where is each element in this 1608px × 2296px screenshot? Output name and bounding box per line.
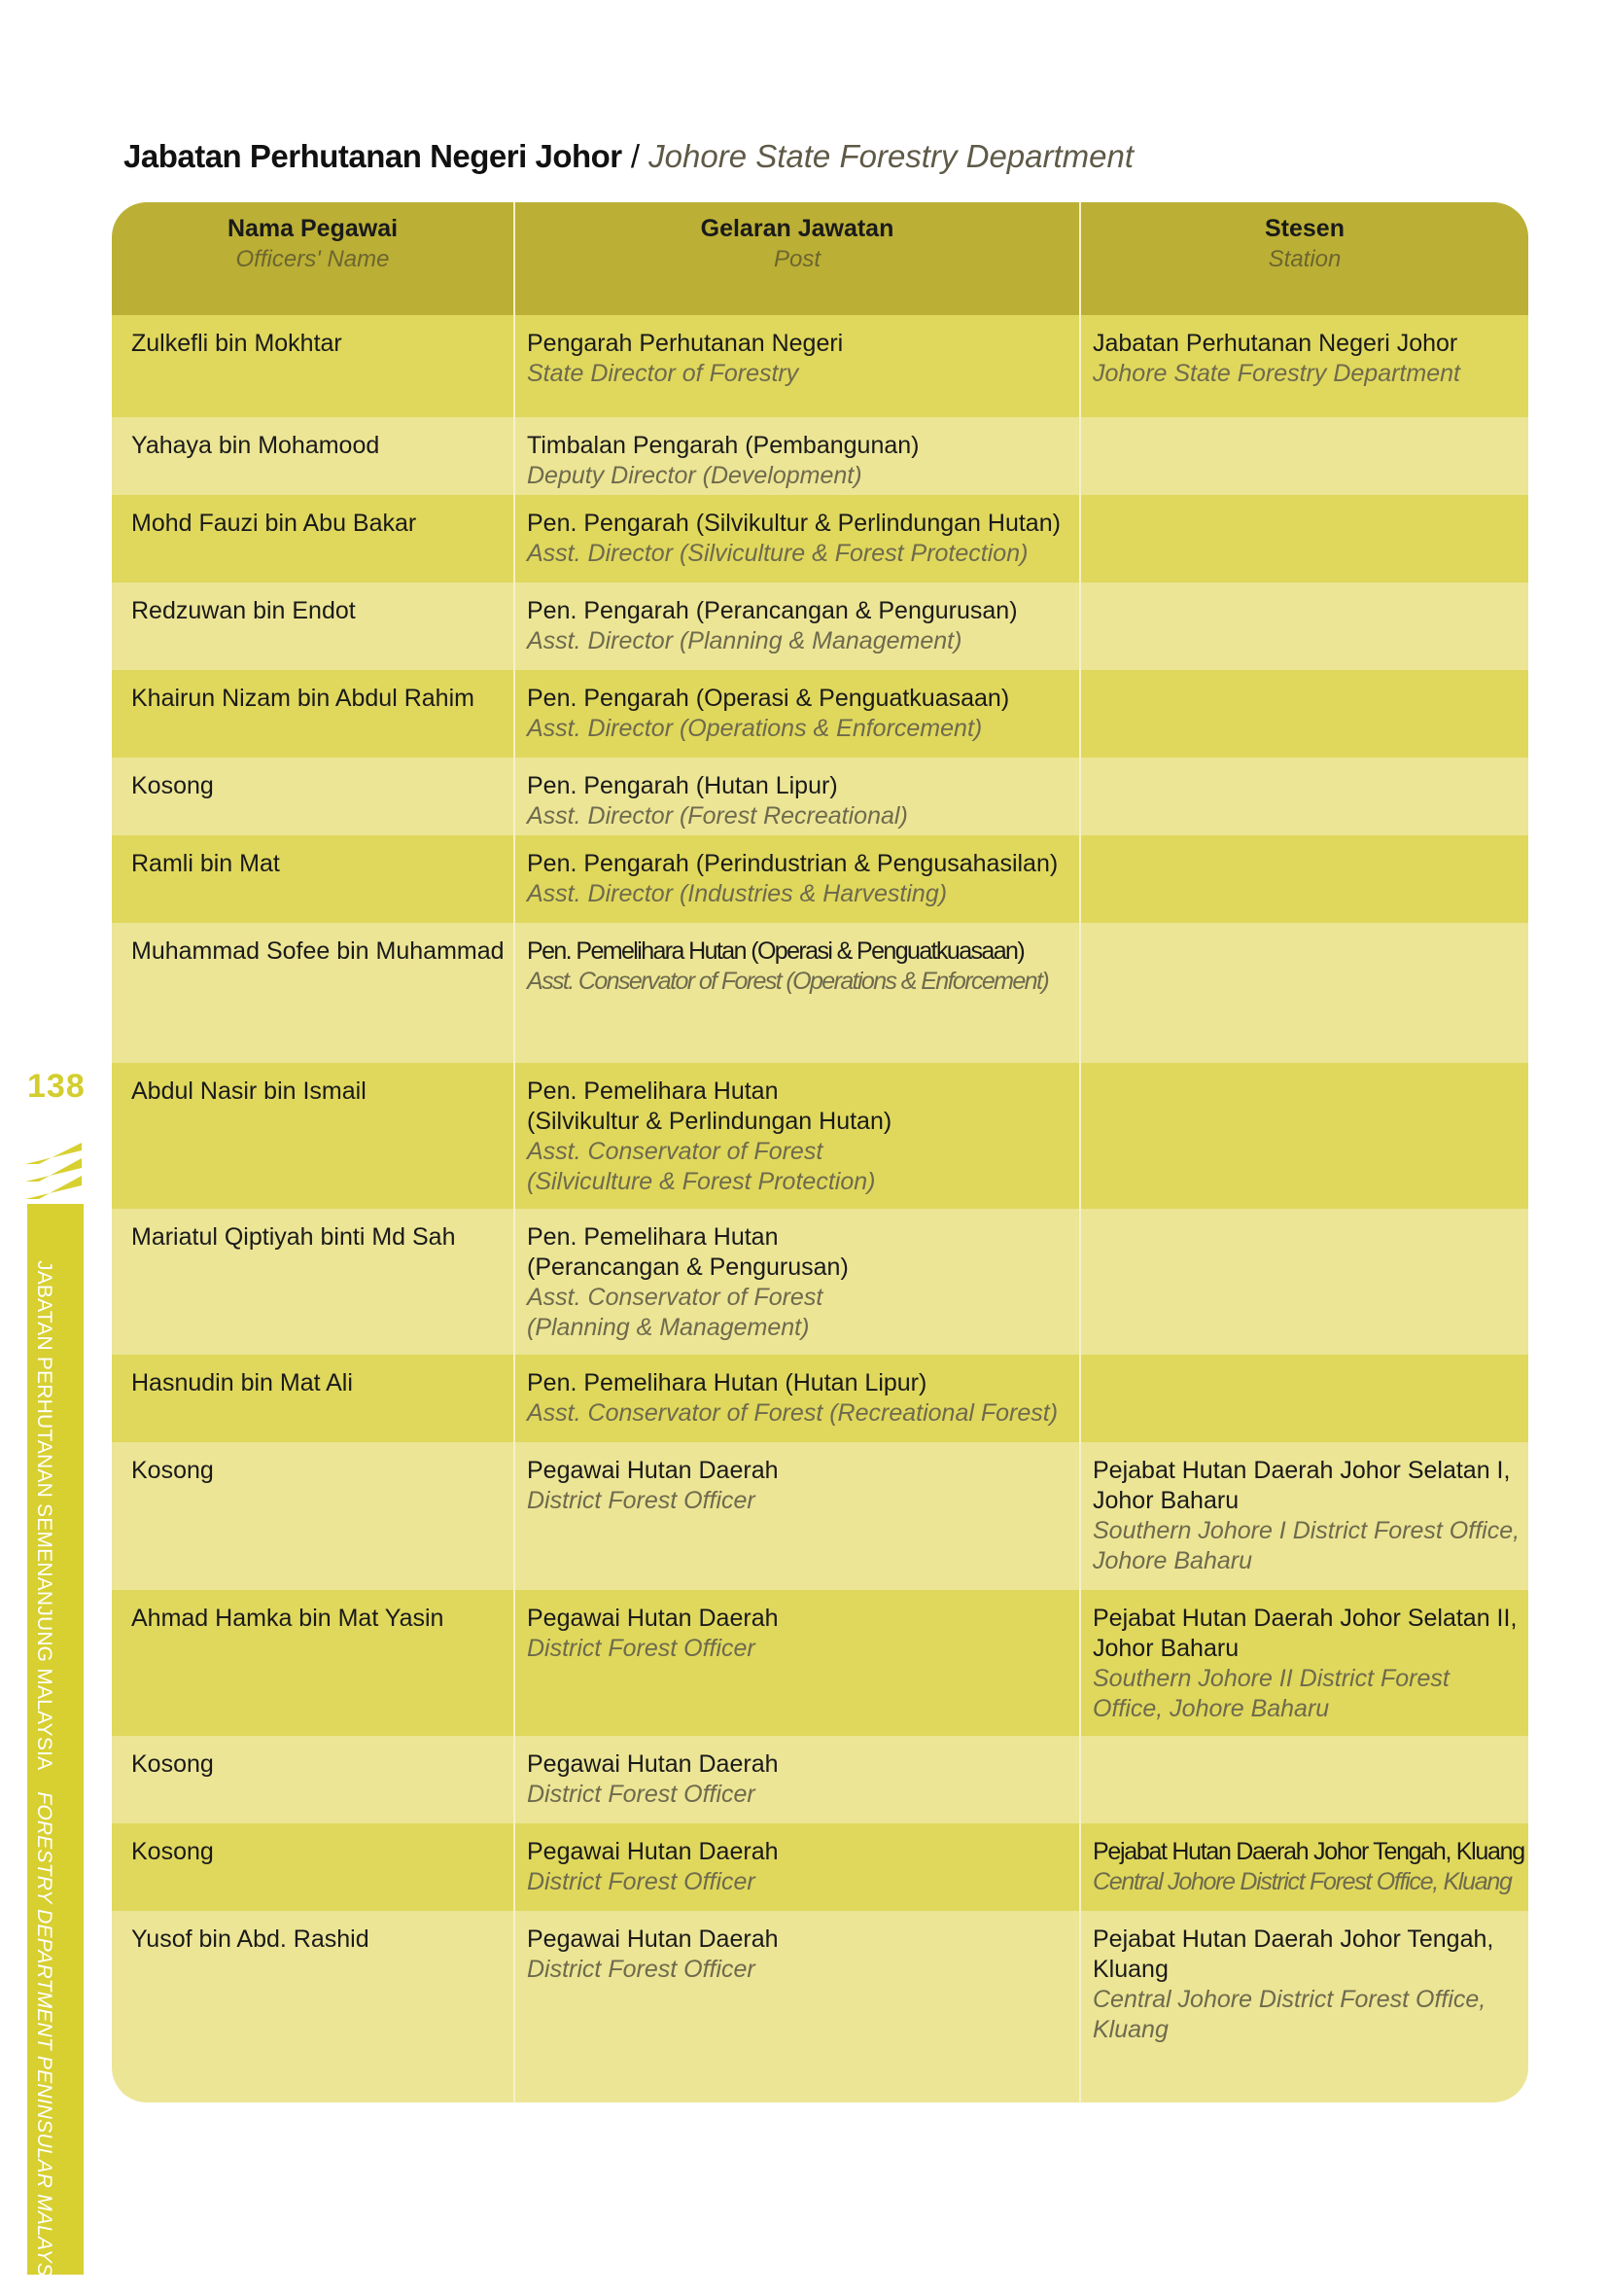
station-english: Central Johore District Forest Office,: [1093, 1986, 1486, 2013]
header-station-sublabel: Station: [1268, 246, 1342, 272]
station-english: Kluang: [1093, 2016, 1169, 2043]
station-cell: [1081, 1442, 1528, 1590]
table-row: [112, 1442, 1528, 1590]
post-english: Asst. Conservator of Forest: [527, 1284, 823, 1311]
station-cell: [1081, 835, 1528, 923]
post-malay: (Silvikultur & Perlindungan Hutan): [527, 1108, 892, 1135]
table-row: [112, 923, 1528, 1063]
officer-name: Yusof bin Abd. Rashid: [112, 1911, 515, 2102]
station-cell: [1081, 758, 1528, 835]
post-malay: Pen. Pengarah (Perancangan & Pengurusan): [527, 597, 1018, 624]
post-cell: [515, 835, 1081, 923]
post-cell: [515, 1823, 1081, 1911]
post-malay: Pen. Pengarah (Perindustrian & Pengusahasilan): [527, 850, 1059, 877]
officer-name: Muhammad Sofee bin Muhammad: [112, 923, 515, 1063]
sidebar-text-english: FORESTRY DEPARTMENT PENINSULAR MALAYSIA: [33, 1791, 55, 2296]
page-number: 138: [27, 1068, 86, 1105]
table-row: [112, 417, 1528, 495]
officer-name: Kosong: [112, 758, 515, 835]
table-row: [112, 315, 1528, 417]
post-malay: Pen. Pengarah (Hutan Lipur): [527, 772, 838, 799]
header-name-sublabel: Officers' Name: [235, 246, 390, 272]
post-english: Asst. Director (Forest Recreational): [527, 802, 908, 830]
header-post-label: Gelaran Jawatan: [700, 215, 894, 242]
header-post: [515, 202, 1081, 315]
header-name-label: Nama Pegawai: [227, 215, 399, 242]
post-cell: [515, 1355, 1081, 1442]
post-malay: Pen. Pengarah (Silvikultur & Perlindungan Hutan): [527, 510, 1061, 537]
post-malay: Pen. Pemelihara Hutan: [527, 1077, 779, 1105]
post-cell: [515, 1209, 1081, 1355]
post-english: District Forest Officer: [527, 1781, 755, 1808]
header-name: [112, 202, 515, 315]
table-row: [112, 1355, 1528, 1442]
station-cell: [1081, 1823, 1528, 1911]
title-english: Johore State Forestry Department: [648, 138, 1135, 174]
post-english: Asst. Conservator of Forest (Recreational Forest): [527, 1399, 1059, 1427]
station-english: Central Johore District Forest Office, Kluang: [1093, 1868, 1512, 1895]
station-malay: Pejabat Hutan Daerah Johor Tengah,: [1093, 1925, 1494, 1953]
station-english: Southern Johore I District Forest Office,: [1093, 1517, 1521, 1544]
stripes-decoration: [25, 1143, 86, 1205]
station-malay: Johor Baharu: [1093, 1487, 1240, 1514]
station-malay: Kluang: [1093, 1956, 1169, 1983]
header-station-label: Stesen: [1265, 215, 1345, 242]
title-separator: /: [630, 138, 640, 174]
post-cell: [515, 1911, 1081, 2102]
post-english: Asst. Director (Industries & Harvesting): [527, 880, 948, 907]
officer-name: Mariatul Qiptiyah binti Md Sah: [112, 1209, 515, 1355]
post-malay: (Perancangan & Pengurusan): [527, 1254, 849, 1281]
station-malay: Pejabat Hutan Daerah Johor Selatan II,: [1093, 1605, 1518, 1632]
post-cell: [515, 758, 1081, 835]
officer-name: Kosong: [112, 1823, 515, 1911]
station-cell: [1081, 315, 1528, 417]
post-cell: [515, 923, 1081, 1063]
post-cell: [515, 1590, 1081, 1736]
post-malay: Pen. Pemelihara Hutan (Hutan Lipur): [527, 1369, 927, 1396]
sidebar-text-malay: JABATAN PERHUTANAN SEMENANJUNG MALAYSIA: [33, 1260, 55, 1771]
post-cell: [515, 1442, 1081, 1590]
post-malay: Pen. Pemelihara Hutan (Operasi & Penguatkuasaan): [527, 937, 1025, 965]
post-cell: [515, 670, 1081, 758]
station-cell: [1081, 583, 1528, 670]
post-cell: [515, 417, 1081, 495]
officer-name: Abdul Nasir bin Ismail: [112, 1063, 515, 1209]
station-cell: [1081, 417, 1528, 495]
post-malay: Pen. Pemelihara Hutan: [527, 1223, 779, 1251]
post-cell: [515, 1063, 1081, 1209]
post-english: (Planning & Management): [527, 1314, 810, 1341]
station-cell: [1081, 1590, 1528, 1736]
header-post-sublabel: Post: [773, 246, 821, 272]
table-row: [112, 1736, 1528, 1823]
table-row: [112, 495, 1528, 583]
station-cell: [1081, 670, 1528, 758]
station-english: Office, Johore Baharu: [1093, 1695, 1330, 1722]
post-english: Asst. Director (Operations & Enforcement): [527, 715, 983, 742]
sidebar-text: [32, 1260, 55, 2296]
officer-name: Ahmad Hamka bin Mat Yasin: [112, 1590, 515, 1736]
station-cell: [1081, 923, 1528, 1063]
post-english: Deputy Director (Development): [527, 462, 862, 489]
post-english: Asst. Conservator of Forest (Operations & Enforcement): [527, 968, 1049, 995]
table-row: [112, 1590, 1528, 1736]
officer-name: Zulkefli bin Mokhtar: [112, 315, 515, 417]
post-malay: Pegawai Hutan Daerah: [527, 1750, 779, 1778]
station-cell: [1081, 1736, 1528, 1823]
table-row: [112, 1911, 1528, 2102]
station-cell: [1081, 1355, 1528, 1442]
post-cell: [515, 1736, 1081, 1823]
station-english: Johore State Forestry Department: [1093, 360, 1460, 387]
officer-name: Kosong: [112, 1736, 515, 1823]
post-english: (Silviculture & Forest Protection): [527, 1168, 876, 1195]
officer-name: Kosong: [112, 1442, 515, 1590]
table-row: [112, 758, 1528, 835]
station-cell: [1081, 1911, 1528, 2102]
station-malay: Pejabat Hutan Daerah Johor Tengah, Kluang: [1093, 1838, 1524, 1865]
post-english: District Forest Officer: [527, 1956, 755, 1983]
table-row: [112, 1063, 1528, 1209]
table-row: [112, 1209, 1528, 1355]
station-english: Johore Baharu: [1093, 1547, 1253, 1574]
station-cell: [1081, 1209, 1528, 1355]
title-malay: Jabatan Perhutanan Negeri Johor: [123, 138, 622, 174]
header-station: [1081, 202, 1528, 315]
table-row: [112, 583, 1528, 670]
officer-name: Mohd Fauzi bin Abu Bakar: [112, 495, 515, 583]
table-row: [112, 1823, 1528, 1911]
post-english: Asst. Director (Planning & Management): [527, 627, 962, 654]
station-english: Southern Johore II District Forest: [1093, 1665, 1450, 1692]
post-english: District Forest Officer: [527, 1868, 755, 1895]
station-malay: Johor Baharu: [1093, 1635, 1240, 1662]
post-english: District Forest Officer: [527, 1635, 755, 1662]
post-english: District Forest Officer: [527, 1487, 755, 1514]
post-cell: [515, 583, 1081, 670]
station-cell: [1081, 495, 1528, 583]
officer-name: Hasnudin bin Mat Ali: [112, 1355, 515, 1442]
post-english: Asst. Director (Silviculture & Forest Protection): [527, 540, 1029, 567]
station-cell: [1081, 1063, 1528, 1209]
officer-name: Yahaya bin Mohamood: [112, 417, 515, 495]
table-row: [112, 670, 1528, 758]
station-malay: Jabatan Perhutanan Negeri Johor: [1093, 330, 1458, 357]
table-header-row: [112, 202, 1528, 315]
post-malay: Pegawai Hutan Daerah: [527, 1925, 779, 1953]
page-title: [123, 138, 1134, 175]
officer-name: Redzuwan bin Endot: [112, 583, 515, 670]
post-malay: Pen. Pengarah (Operasi & Penguatkuasaan): [527, 685, 1010, 712]
station-malay: Pejabat Hutan Daerah Johor Selatan I,: [1093, 1457, 1511, 1484]
officer-name: Khairun Nizam bin Abdul Rahim: [112, 670, 515, 758]
post-malay: Pegawai Hutan Daerah: [527, 1457, 779, 1484]
post-cell: [515, 315, 1081, 417]
post-english: State Director of Forestry: [527, 360, 799, 387]
post-english: Asst. Conservator of Forest: [527, 1138, 823, 1165]
staff-table: [112, 202, 1528, 2102]
post-malay: Pengarah Perhutanan Negeri: [527, 330, 844, 357]
officer-name: Ramli bin Mat: [112, 835, 515, 923]
table-row: [112, 835, 1528, 923]
post-cell: [515, 495, 1081, 583]
post-malay: Timbalan Pengarah (Pembangunan): [527, 432, 920, 459]
post-malay: Pegawai Hutan Daerah: [527, 1605, 779, 1632]
post-malay: Pegawai Hutan Daerah: [527, 1838, 779, 1865]
